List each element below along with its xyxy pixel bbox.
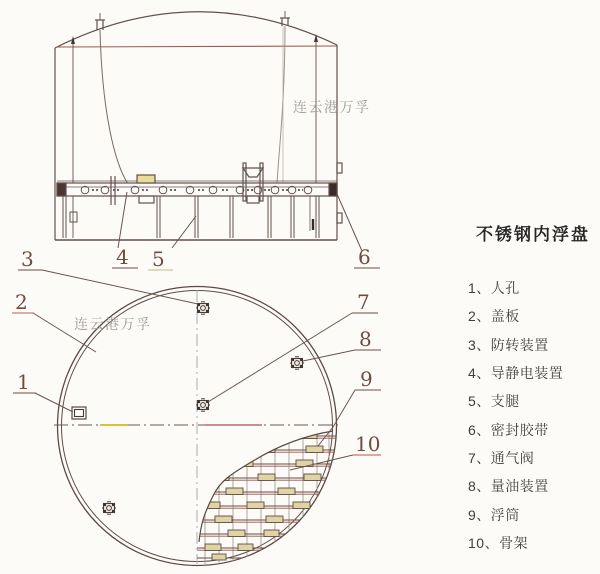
- roof-nozzle-left: [95, 13, 105, 30]
- deck-fitting: [102, 502, 116, 514]
- pontoon-floats: [203, 432, 323, 560]
- legend-item-support-leg: 5、支腿: [468, 393, 520, 410]
- gauge-guide-cable: [277, 26, 285, 183]
- watermark-top: 连云港万孚: [293, 99, 371, 115]
- wall-brackets: [337, 163, 342, 223]
- parts-legend-panel: [468, 220, 600, 557]
- callout-2: 2: [15, 290, 28, 314]
- roof-nozzle-right: [280, 11, 290, 26]
- anti-rotation-fitting: [196, 302, 210, 314]
- legend-item-manhole: 1、人孔: [468, 280, 520, 297]
- callout-3: 3: [21, 247, 34, 271]
- callout-numbers: [15, 245, 380, 456]
- legend-item-static-device: 4、导静电装置: [468, 365, 564, 382]
- watermark-plan: 连云港万孚: [74, 316, 152, 332]
- callout-1: 1: [17, 370, 30, 394]
- static-conductor-cable: [100, 30, 128, 184]
- callout-4: 4: [116, 245, 129, 269]
- manhole: [72, 407, 86, 419]
- callout-5: 5: [152, 247, 165, 271]
- legend-title: 不锈钢内浮盘: [476, 225, 590, 244]
- legend-item-skeleton: 10、骨架: [468, 534, 529, 551]
- legend-item-oil-gauge: 8、量油装置: [468, 478, 549, 495]
- tank-elevation-view: [55, 11, 342, 240]
- legend-item-anti-rotation: 3、防转装置: [468, 336, 549, 353]
- legend-item-pontoon: 9、浮筒: [468, 506, 520, 523]
- cover-plate-under: [139, 196, 154, 203]
- callout-7: 7: [357, 290, 370, 314]
- tank-rim-line: [57, 46, 337, 47]
- cover-plate: [137, 175, 155, 183]
- callout-6: 6: [358, 245, 371, 269]
- rim-seal-left: [57, 183, 66, 196]
- support-legs: [63, 196, 319, 238]
- legend-item-vent-valve: 7、通气阀: [468, 449, 535, 466]
- legend-item-cover-plate: 2、盖板: [468, 308, 520, 325]
- callout-9: 9: [360, 367, 373, 391]
- legend-list: [468, 274, 600, 557]
- callout-10: 10: [355, 432, 381, 456]
- vent-valve-fitting: [196, 399, 210, 411]
- legend-item-seal-tape: 6、密封胶带: [468, 421, 549, 438]
- floating-deck: [57, 181, 337, 196]
- callout-8: 8: [359, 327, 372, 351]
- oil-gauge-fitting: [290, 357, 304, 369]
- rim-seal-right: [329, 183, 337, 196]
